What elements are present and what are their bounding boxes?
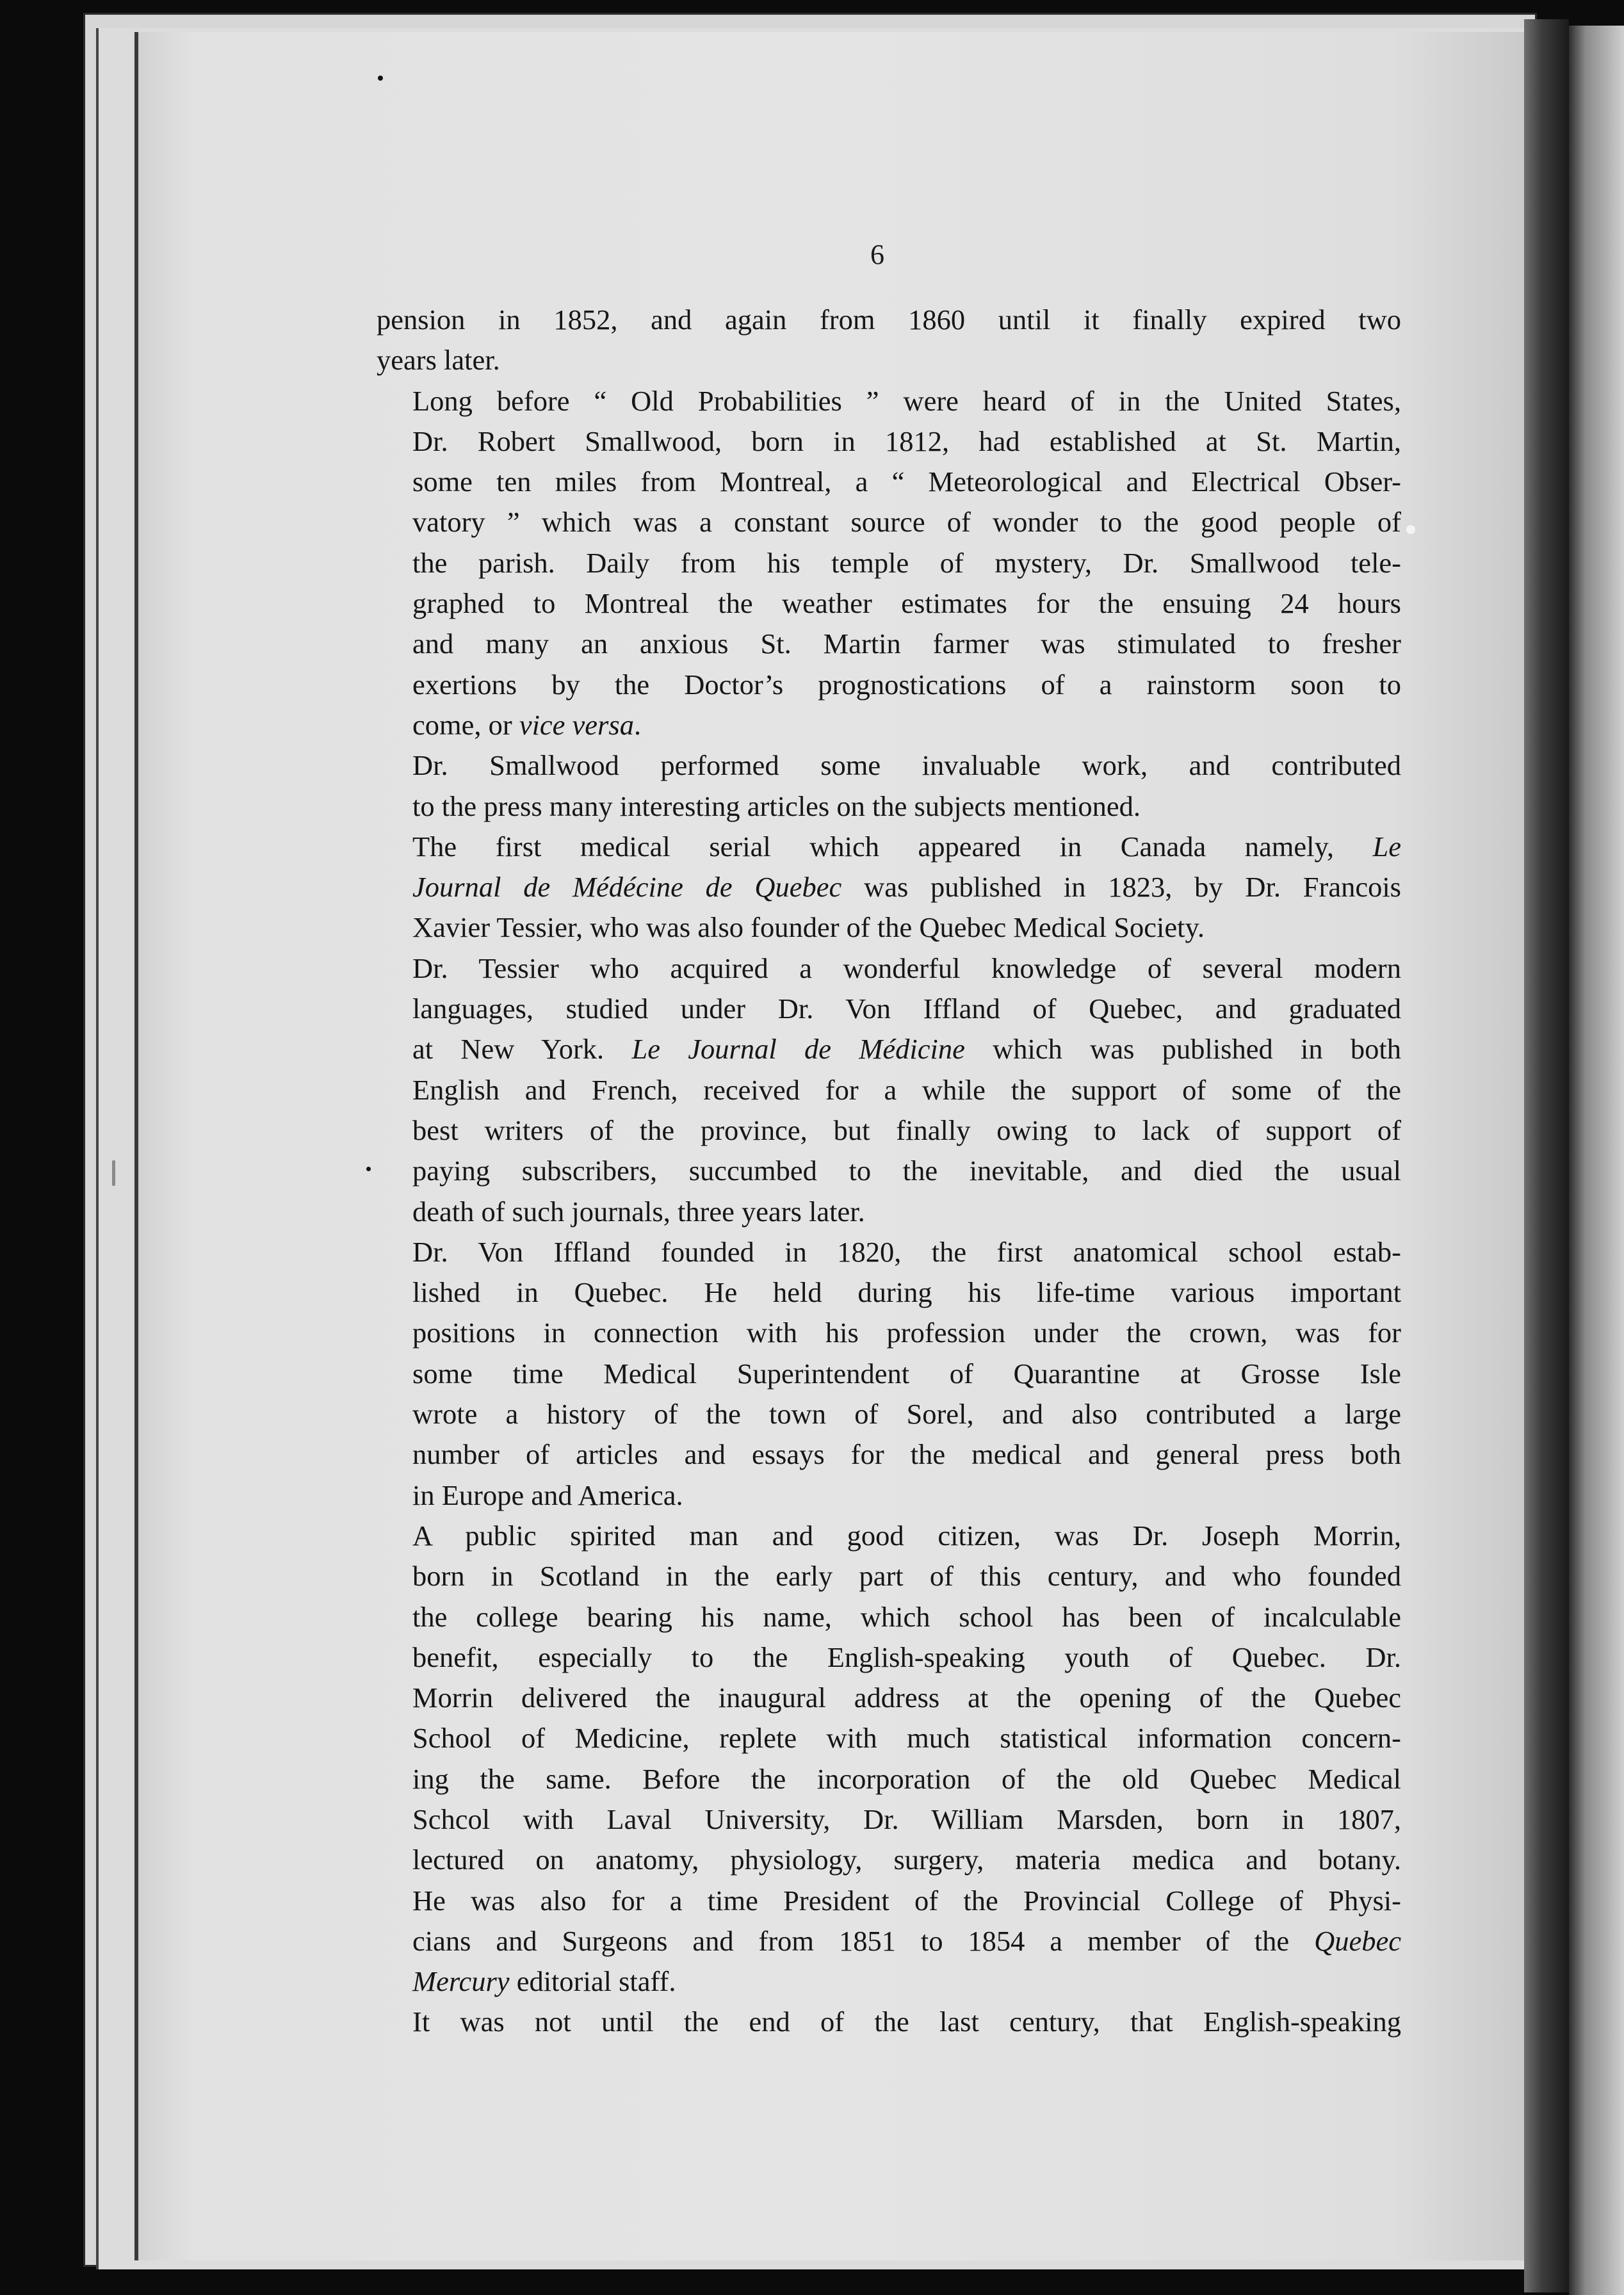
text-line: lectured on anatomy, physiology, surgery, materia medica and botany. [412,1844,1401,1876]
text-line: positions in connection with his profession under the crown, was for [412,1317,1401,1349]
text-line: exertions by the Doctor’s prognostications of a rainstorm soon to [412,668,1401,701]
paragraph-smallwood [377,381,1401,746]
text-line: A public spirited man and good citizen, was Dr. Joseph Morrin, [412,1519,1401,1552]
paragraph-tessier [377,948,1401,1232]
italic-text: Le Journal de Médicine [631,1033,965,1066]
text-line: languages, studied under Dr. Von Iffland of Quebec, and graduated [412,993,1401,1025]
scan-mark [112,1160,115,1186]
paragraph-first-serial [377,827,1401,948]
page-number: 6 [870,239,884,270]
text-line [377,827,1401,867]
text-line: School of Medicine, replete with much statistical information concern- [412,1722,1401,1755]
text-line: vatory ” which was a constant source of wonder to the good people of [412,506,1401,539]
text-line: benefit, especially to the English-speaking youth of Quebec. Dr. [412,1641,1401,1673]
text-line: Dr. Von Iffland founded in 1820, the first anatomical school estab- [412,1235,1401,1268]
text-line: wrote a history of the town of Sorel, and also contributed a large [412,1398,1401,1431]
book-spine-shadow [1524,19,1569,2292]
text-line: some ten miles from Montreal, a “ Meteorological and Electrical Obser- [412,466,1401,498]
text-run: . [633,708,642,741]
text-line: and many an anxious St. Martin farmer was stimulated to fresher [412,628,1401,660]
text-line: in Europe and America. [412,1479,683,1511]
text-run: which was published in both [993,1033,1402,1066]
text-line [377,1961,1401,2002]
text-run: editorial staff. [516,1965,676,1998]
scan-speck [378,76,383,81]
text-line: Dr. Robert Smallwood, born in 1812, had established at St. Martin, [412,425,1401,457]
text-line: English and French, received for a while the support of some of the [412,1073,1401,1106]
text-line: born in Scotland in the early part of this century, and who founded [412,1560,1401,1593]
text-run: cians and Surgeons and from 1851 to 1854 a member of the [412,1924,1290,1957]
facing-page-edge [1569,26,1624,2295]
text-line: death of such journals, three years later. [412,1195,865,1228]
paragraph-morrin [377,1516,1401,2002]
italic-text: vice versa [519,708,634,741]
text-line: lished in Quebec. He held during his life-time various important [412,1276,1401,1309]
text-line: paying subscribers, succumbed to the inevitable, and died the usual [412,1155,1401,1187]
text-line: best writers of the province, but finally owing to lack of support of [412,1114,1401,1146]
text-line: Schcol with Laval University, Dr. William Marsden, born in 1807, [412,1803,1401,1835]
paragraph-english-speaking [377,2002,1401,2042]
text-line [377,1921,1401,1961]
text-run: at New York. [412,1033,605,1066]
text-line: Morrin delivered the inaugural address at the opening of the Quebec [412,1682,1401,1714]
text-line [377,867,1401,907]
text-line: number of articles and essays for the medical and general press both [412,1438,1401,1471]
italic-text: Quebec [1314,1924,1401,1957]
scan-speck [1406,525,1415,534]
paragraph-von-iffland [377,1232,1401,1516]
text-line: He was also for a time President of the Provincial College of Physi- [412,1884,1401,1917]
text-line: pension in 1852, and again from 1860 until it finally expired two [377,304,1401,336]
text-line: Xavier Tessier, who was also founder of the Quebec Medical Society. [412,911,1205,944]
text-line: to the press many interesting articles on the subjects mentioned. [412,790,1141,822]
paragraph-1 [377,300,1401,381]
text-run: The first medical serial which appeared in Canada namely, [412,830,1334,863]
text-run: come, or [412,708,519,741]
body-text [377,300,1401,2043]
italic-text: Journal de Médécine de Quebec [412,871,842,904]
text-line: the parish. Daily from his temple of mystery, Dr. Smallwood tele- [412,546,1401,579]
text-line: some time Medical Superintendent of Quarantine at Grosse Isle [412,1357,1401,1390]
text-line: Dr. Smallwood performed some invaluable work, and contributed [412,749,1401,782]
text-line: Long before “ Old Probabilities ” were heard of in the United States, [412,384,1401,417]
text-line [377,1029,1401,1069]
italic-text: Mercury [412,1965,510,1998]
text-line: graphed to Montreal the weather estimates for the ensuing 24 hours [412,587,1401,620]
text-run: was published in 1823, by Dr. Francois [864,871,1402,904]
text-line: It was not until the end of the last century, that English-speaking [412,2006,1401,2038]
text-line: Dr. Tessier who acquired a wonderful knowledge of several modern [412,952,1401,984]
paragraph-smallwood-work [377,745,1401,827]
scan-speck [366,1167,371,1171]
text-line [377,705,1401,745]
text-line: ing the same. Before the incorporation of the old Quebec Medical [412,1762,1401,1795]
text-line: years later. [377,344,500,377]
italic-text: Le [1372,830,1402,863]
text-line: the college bearing his name, which school has been of incalculable [412,1600,1401,1633]
